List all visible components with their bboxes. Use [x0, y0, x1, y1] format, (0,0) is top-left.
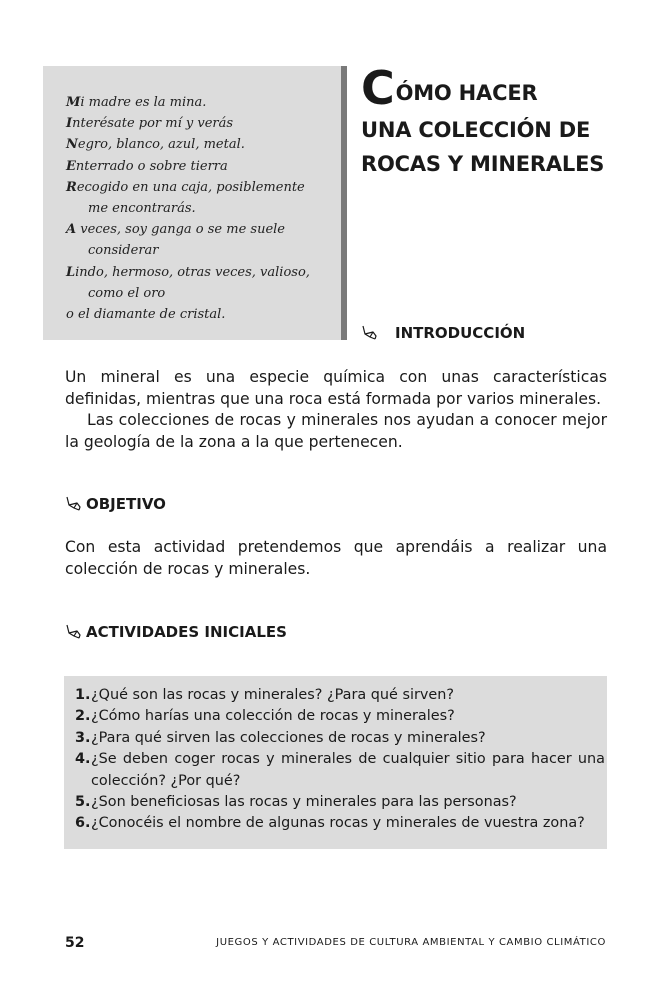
hand-pointer-icon — [65, 624, 83, 640]
objetivo-heading-text: OBJETIVO — [86, 495, 166, 513]
actividades-heading-text: ACTIVIDADES INICIALES — [86, 623, 287, 641]
list-item: 1. ¿Qué son las rocas y minerales? ¿Para qué sirven? — [75, 687, 455, 703]
introduccion-heading — [361, 324, 525, 342]
objetivo-heading — [65, 495, 166, 513]
poem-line: Lindo, hermoso, otras veces, valioso, — [66, 264, 310, 280]
poem-line: como el oro — [88, 285, 166, 301]
page-number: 52 — [65, 935, 85, 951]
paragraph: Con esta actividad pretendemos que aprendáis a realizar una colección de rocas y minerales. — [65, 538, 607, 578]
title-initial: C — [361, 61, 395, 115]
poem-line: A veces, soy ganga o se me suele — [66, 222, 285, 238]
title-line-1: ÓMO HACER — [395, 81, 538, 105]
poem-line: Negro, blanco, azul, metal. — [66, 137, 245, 153]
actividades-box — [64, 676, 607, 849]
hand-pointer-icon — [361, 325, 379, 341]
introduccion-text — [65, 367, 607, 453]
actividades-heading — [65, 623, 287, 641]
poem-line: Recogido en una caja, posiblemente — [66, 179, 305, 195]
paragraph: Un mineral es una especie química con unas características definidas, mientras que una roca está formada por varios minerales. — [65, 368, 607, 408]
poem-line: o el diamante de cristal. — [66, 307, 226, 323]
list-item: 2. ¿Cómo harías una colección de rocas y minerales? — [75, 708, 455, 725]
hand-pointer-icon — [65, 496, 83, 512]
list-item: 3. ¿Para qué sirven las colecciones de rocas y minerales? — [75, 729, 486, 746]
poem-line: considerar — [88, 243, 159, 259]
poem-line: Mi madre es la mina. — [66, 95, 207, 110]
page-title — [361, 61, 631, 181]
list-item: 6. ¿Conocéis el nombre de algunas rocas y minerales de vuestra zona? — [75, 815, 585, 832]
list-item: 5. ¿Son beneficiosas las rocas y minerales para las personas? — [75, 794, 517, 811]
poem-line: Interésate por mí y verás — [66, 116, 234, 132]
poem-box — [43, 66, 341, 340]
objetivo-text — [65, 537, 607, 580]
introduccion-heading-text: INTRODUCCIÓN — [395, 324, 526, 342]
title-line-3: ROCAS Y MINERALES — [361, 152, 605, 176]
running-footer: JUEGOS Y ACTIVIDADES DE CULTURA AMBIENTAL Y CAMBIO CLIMÁTICO — [216, 937, 606, 948]
poem-line: Enterrado o sobre tierra — [66, 158, 228, 174]
poem-side-bar — [341, 66, 347, 340]
poem-line: me encontrarás. — [88, 201, 196, 217]
list-item: 4. ¿Se deben coger rocas y minerales de cualquier sitio para hacer una colección? ¿Por qué? — [75, 751, 605, 789]
paragraph: Las colecciones de rocas y minerales nos ayudan a conocer mejor la geología de la zona a la que pertenecen. — [65, 411, 607, 451]
title-line-2: UNA COLECCIÓN DE — [361, 118, 591, 142]
